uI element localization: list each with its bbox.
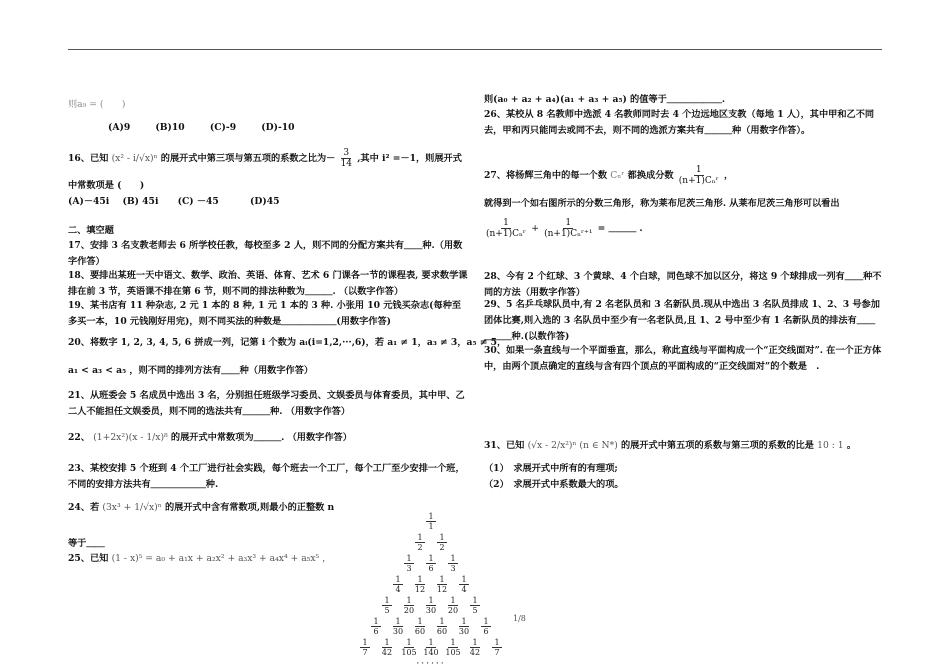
triangle-fraction: 1 5 [376,596,398,617]
triangle-fraction: 1 42 [381,638,393,657]
q31-prefix: 31、已知 [484,440,525,451]
q24-line2: 等于＿＿ [68,538,105,549]
triangle-fraction: 1 60 [436,617,448,636]
q27-comma: ， [724,170,734,181]
triangle-fraction: 1 12 [414,575,426,594]
q31-text: 的展开式中第五项的系数与第三项的系数的比是 [620,440,814,451]
q31-expression: (√x - 2/x²)ⁿ (n ∈ N*) [527,440,618,451]
option-b: (B)10 [155,122,185,133]
q27-line2: 就得到一个如右图所示的分数三角形，称为莱布尼茨三角形. 从莱布尼茨三角形可以看出 [484,198,840,209]
q22-text: 的展开式中常数项为＿＿＿. （用数字作答） [170,432,352,443]
triangle-fraction: 1 105 [401,638,417,657]
q15-options [108,120,295,136]
q27-text: 都换成分数 [627,170,674,181]
q27-prefix: 27、将杨辉三角中的每一个数 [484,170,608,181]
triangle-fraction: 1 30 [425,596,437,615]
q16-options [68,194,279,210]
triangle-fraction: 1 3 [442,554,464,575]
q26: 26、某校从 8 名教师中选派 4 名教师同时去 4 个边远地区支教（每地 1 人），其中甲和乙不同去，甲和丙只能同去或同不去，则不同的选派方案共有＿＿＿种（用数字作答）。 [484,109,875,136]
triangle-row [350,575,512,596]
triangle-fraction: 1 30 [392,617,404,636]
q16-prefix: 16、已知 [68,153,109,164]
q31-line1 [484,438,856,454]
triangle-fraction: 1 42 [469,638,481,657]
q31-part1: （1） 求展开式中所有的有理项; [484,463,618,474]
triangle-fraction: 1 4 [387,575,409,596]
q16-fraction: $\frac{3}{14}$ [340,148,353,169]
q21: 21、从班委会 5 名成员中选出 3 名，分别担任班级学习委员、文娱委员与体育委员，其中甲、乙二人不能担任文娱委员，则不同的选法共有＿＿＿种. （用数字作答） [68,390,465,417]
q18: 18、要排出某班一天中语文、数学、政治、英语、体育、艺术 6 门课各一节的课程表, 要求数学课排在前 3 节，英语课不排在第 6 节，则不同的排法种数为＿＿＿. （以数字作答） [68,270,468,297]
triangle-fraction: 1 7 [486,638,508,659]
q25-prefix: 25、已知 [68,553,109,564]
q27-eq-blank: = ＿＿＿ . [597,223,643,234]
q27-equation: $\frac{1}{\text{(n+1)Cₙʳ}}$ + $\frac{1}{\text{(n+1)Cₙʳ⁺¹}}$ = ＿＿＿ . [486,218,643,239]
figure-side-text: 1/8 [513,614,526,623]
q17: 17、安排 3 名支教老师去 6 所学校任教，每校至多 2 人，则不同的分配方案共有＿＿种.（用数字作答） [68,240,463,267]
q20-line1: 20、将数字 1, 2, 3, 4, 5, 6 拼成一列，记第 i 个数为 aᵢ(i=1,2,···,6)，若 a₁ ≠ 1，a₃ ≠ 3，a₅ ≠ 5， [68,337,507,348]
q25-tail: 则(a₀ + a₂ + a₄)(a₁ + a₃ + a₅) 的值等于＿＿＿＿＿＿. [484,94,726,105]
triangle-fraction: 1 3 [398,554,420,575]
triangle-fraction: 1 2 [409,533,431,554]
q24-line1 [68,500,334,516]
triangle-fraction: 1 30 [458,617,470,636]
triangle-fraction: 1 4 [453,575,475,596]
triangle-row [350,512,512,533]
q19: 19、某书店有 11 种杂志, 2 元 1 本的 8 种, 1 元 1 本的 3 种. 小张用 10 元钱买杂志(每种至多买一本，10 元钱刚好用完)，则不同买法的种数是＿＿＿＿＿＿(用数字作答) [68,300,462,327]
q22-expression: (1+2x²)(x - 1/x)⁸ [93,432,168,443]
q25 [68,551,331,567]
triangle-fraction: 1 20 [403,596,415,615]
q31-end: 。 [846,440,856,451]
q20-line2: a₁ < a₃ < a₅ ，则不同的排列方法有＿＿种（用数字作答） [68,365,314,376]
q24-expression: (3x³ + 1/√x)ⁿ [102,502,162,513]
option-a: (A)9 [108,122,131,133]
q22-prefix: 22、 [68,432,90,443]
triangle-row [350,554,512,575]
q27-line1 [484,165,733,186]
option-b: (B) 45i [122,196,159,207]
triangle-fraction: 1 140 [423,638,439,657]
section-title: 二、填空题 [68,225,114,236]
triangle-fraction: 1 20 [447,596,459,615]
option-d: (D)-10 [261,122,295,133]
q15-tail: 则a₉ = ( ) [68,99,126,110]
q27-eq-left: $\frac{1}{\text{(n+1)Cₙʳ}}$ [486,218,526,239]
triangle-fraction: 1 1 [420,512,442,533]
option-d: (D)45 [250,196,280,207]
q28: 28、今有 2 个红球、3 个黄球、4 个白球，同色球不加以区分，将这 9 个球排成一列有＿＿种不同的方法（用数字作答） [484,271,882,298]
q27-eq-right: $\frac{1}{\text{(n+1)Cₙʳ⁺¹}}$ [544,218,593,239]
triangle-row [350,533,512,554]
triangle-fraction: 1 6 [365,617,387,638]
triangle-fraction: 1 5 [464,596,486,617]
q16-expression: (x² - i/√x)ⁿ [111,153,158,164]
triangle-fraction: 1 60 [414,617,426,636]
header-rule [68,49,882,50]
q24-prefix: 24、若 [68,502,100,513]
triangle-row [350,638,512,659]
triangle-ellipsis: ······ [416,659,446,669]
q29: 29、5 名乒乓球队员中,有 2 名老队员和 3 名新队员.现从中选出 3 名队员排成 1、2、3 号参加团体比赛,则入选的 3 名队员中至少有一名老队员,且 1、2 号中至少有 1 名新队员的排法有＿＿＿＿＿种.(以数作答) [484,299,880,342]
q22 [68,430,352,446]
q16-line2: 中常数项是 ( ) [68,180,145,191]
triangle-fraction: 1 2 [431,533,453,554]
q31-part2: （2） 求展开式中系数最大的项。 [484,479,624,490]
triangle-fraction: 1 105 [445,638,461,657]
q23: 23、某校安排 5 个班到 4 个工厂进行社会实践，每个班去一个工厂，每个工厂至少安排一个班，不同的安排方法共有＿＿＿＿＿＿种. [68,463,465,490]
q16-line1 [68,148,462,169]
q16-text2: ,其中 i² =－1，则展开式 [357,153,462,164]
q31-ratio: 10 : 1 [817,440,844,451]
q27-fraction: $\frac{1}{\text{(n+1)Cₙʳ}}$ [678,165,719,186]
q30: 30、如果一条直线与一个平面垂直，那么，称此直线与平面构成一个“正交线面对”. 在一个正方体中，由两个顶点确定的直线与含有四个顶点的平面构成的“正交线面对”的个数是 . [484,345,882,372]
q25-expression: (1 - x)⁵ = a₀ + a₁x + a₂x² + a₃x³ + a₄x⁴ + a₅x⁵ ， [111,553,332,564]
q27-binomial: Cₙʳ [610,170,625,181]
option-c: (C)-9 [209,122,237,133]
triangle-row [350,617,512,638]
triangle-fraction: 1 6 [420,554,442,575]
q24-text: 的展开式中含有常数项,则最小的正整数 n [164,502,335,513]
triangle-fraction: 1 6 [475,617,497,638]
q16-text: 的展开式中第三项与第五项的系数之比为－ [160,153,336,164]
option-a: (A)－45i [68,196,110,207]
option-c: (C) －45 [177,196,219,207]
leibniz-triangle [350,512,512,671]
triangle-row [350,596,512,617]
triangle-fraction: 1 7 [354,638,376,659]
triangle-fraction: 1 12 [436,575,448,594]
